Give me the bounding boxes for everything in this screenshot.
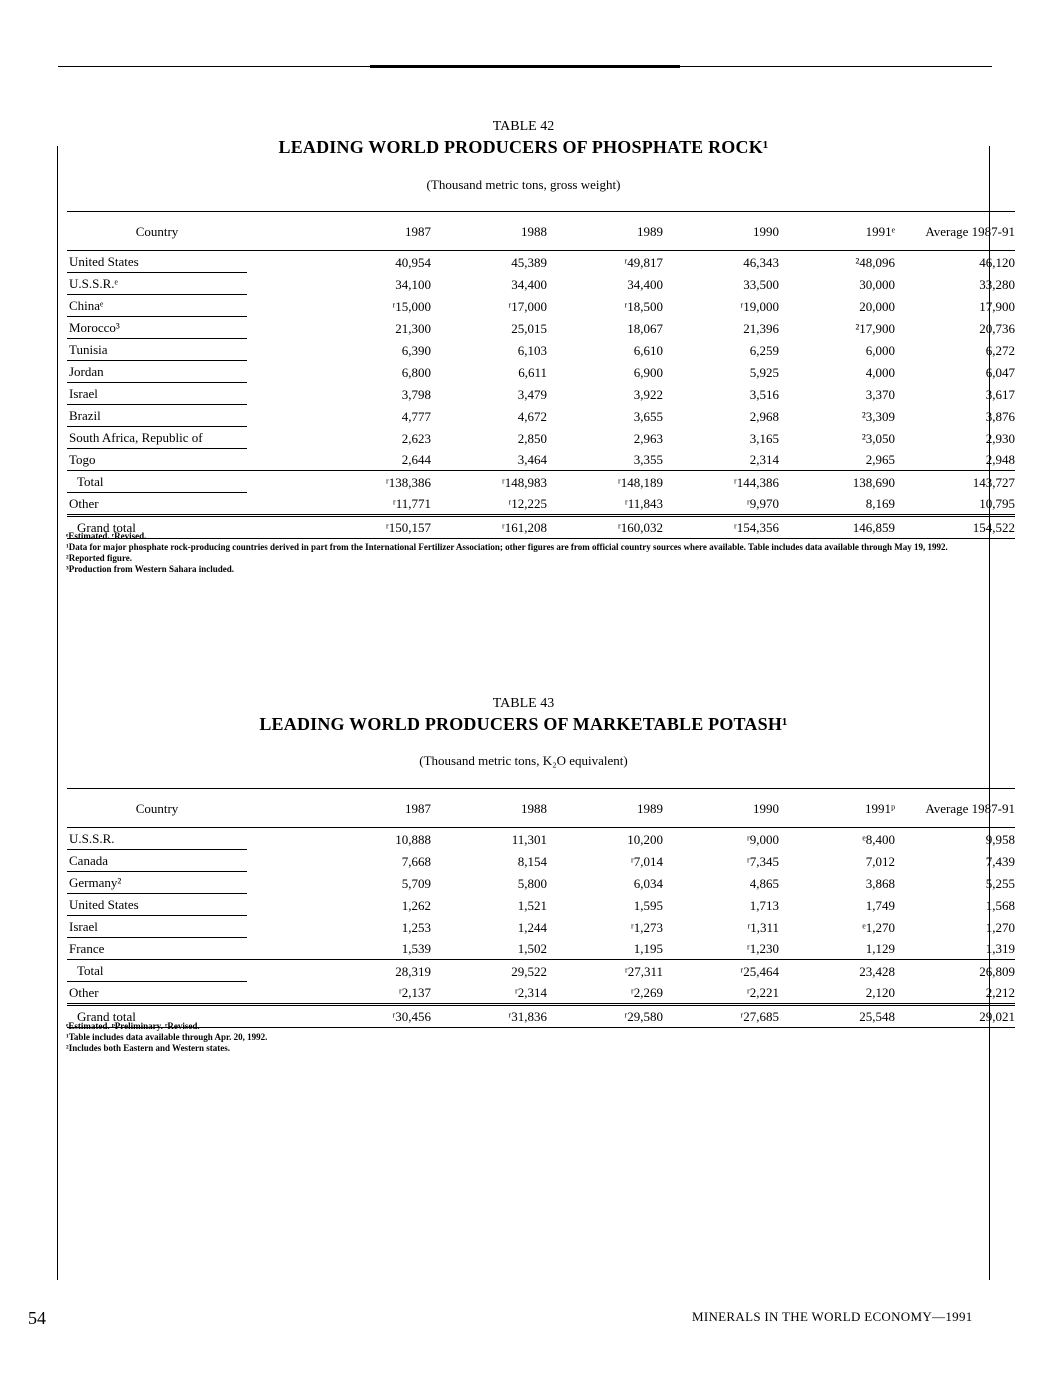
value-cell: 46,343 — [743, 254, 779, 270]
footnote: ¹Data for major phosphate rock-producing countries derived in part from the International Fertilizer Association; other figures are from official country sources where available. Table includes data available through May 19, 1992. — [66, 542, 948, 552]
value-cell: 4,672 — [517, 408, 547, 424]
value-cell: ʳ150,157 — [247, 516, 431, 539]
value-cell: 3,479 — [517, 386, 547, 402]
value-cell: 34,100 — [395, 276, 431, 292]
table-row — [67, 938, 1015, 960]
value-cell: 6,259 — [749, 342, 779, 358]
value-cell: ʳ1,230 — [663, 938, 779, 960]
row-label-cell: Other — [67, 982, 247, 1005]
value-cell: 1,253 — [401, 919, 431, 935]
header-1991: 1991ᵉ — [779, 212, 895, 251]
header-1990: 1990 — [663, 789, 779, 828]
value-cell: 34,400 — [511, 276, 547, 292]
value-cell: ²48,096 — [855, 254, 895, 270]
value-cell: 3,922 — [633, 386, 663, 402]
value-cell: ʳ19,000 — [740, 298, 779, 314]
value-cell: ʳ2,137 — [247, 982, 431, 1005]
value-cell: 26,809 — [979, 963, 1015, 979]
table-row — [67, 894, 1015, 916]
value-cell: 1,262 — [401, 897, 431, 913]
footnote: ³Production from Western Sahara included. — [66, 564, 234, 574]
header-1988: 1988 — [431, 212, 547, 251]
table-42-header-row — [67, 212, 1015, 251]
value-cell: ʳ1,311 — [747, 919, 779, 935]
other-row — [67, 982, 1015, 1005]
footnote: ²Includes both Eastern and Western states. — [66, 1043, 231, 1053]
row-label-cell: U.S.S.R. — [67, 828, 247, 850]
table-42-footnotes — [66, 531, 971, 575]
value-cell: ʳ15,000 — [392, 298, 431, 314]
header-1989: 1989 — [547, 789, 663, 828]
value-cell: 4,777 — [401, 408, 431, 424]
value-cell: 6,800 — [401, 364, 431, 380]
value-cell: 6,272 — [985, 342, 1015, 358]
table-row — [67, 872, 1015, 894]
page-number: 54 — [28, 1308, 46, 1328]
value-cell: 5,925 — [749, 364, 779, 380]
table-42-number: TABLE 42 — [492, 119, 555, 134]
value-cell: 33,500 — [743, 276, 779, 292]
value-cell: 1,568 — [985, 897, 1015, 913]
value-cell: 1,502 — [431, 938, 547, 960]
value-cell: 25,548 — [779, 1005, 895, 1028]
value-cell: ʳ17,000 — [508, 298, 547, 314]
value-cell: 154,522 — [895, 516, 1015, 539]
value-cell: 20,736 — [979, 320, 1015, 336]
value-cell: ʳ9,970 — [663, 493, 779, 516]
value-cell: 9,958 — [985, 831, 1015, 847]
row-label-cell: Togo — [67, 449, 247, 471]
value-cell: 6,047 — [985, 364, 1015, 380]
row-label-cell: Israel — [67, 916, 247, 938]
other-row — [67, 493, 1015, 516]
value-cell: 8,154 — [517, 853, 547, 869]
value-cell: 1,595 — [633, 897, 663, 913]
value-cell: 1,539 — [247, 938, 431, 960]
table-row — [67, 251, 1015, 273]
row-label-cell: U.S.S.R.ᵉ — [67, 273, 247, 295]
table-43-header-row — [67, 789, 1015, 828]
table-row — [67, 273, 1015, 295]
row-label-cell: Grand total — [67, 1005, 247, 1028]
value-cell: 2,968 — [749, 408, 779, 424]
value-cell: 10,795 — [895, 493, 1015, 516]
row-label-cell: United States — [67, 251, 247, 273]
row-label-cell: Jordan — [67, 361, 247, 383]
value-cell: 46,120 — [979, 254, 1015, 270]
value-cell: ʳ7,014 — [630, 853, 663, 869]
table-42 — [67, 211, 1015, 539]
value-cell: 20,000 — [859, 298, 895, 314]
value-cell: 11,301 — [511, 831, 547, 847]
value-cell: ʳ11,843 — [547, 493, 663, 516]
value-cell: 2,948 — [895, 449, 1015, 471]
value-cell: 5,709 — [401, 875, 431, 891]
row-label-cell: South Africa, Republic of — [67, 427, 247, 449]
value-cell: ʳ25,464 — [740, 963, 779, 979]
row-label-cell: Canada — [67, 850, 247, 872]
value-cell: 4,865 — [749, 875, 779, 891]
value-cell: 6,900 — [633, 364, 663, 380]
value-cell: 1,270 — [985, 919, 1015, 935]
row-label-cell: United States — [67, 894, 247, 916]
value-cell: 146,859 — [779, 516, 895, 539]
value-cell: 2,963 — [633, 430, 663, 446]
value-cell: 1,129 — [779, 938, 895, 960]
row-label-cell: Chinaᵉ — [67, 295, 247, 317]
value-cell: 17,900 — [979, 298, 1015, 314]
row-label-cell: Total — [67, 471, 247, 493]
value-cell: 7,439 — [985, 853, 1015, 869]
value-cell: 25,015 — [511, 320, 547, 336]
table-row — [67, 916, 1015, 938]
value-cell: 1,319 — [895, 938, 1015, 960]
row-label-cell: Germany² — [67, 872, 247, 894]
value-cell: 2,850 — [517, 430, 547, 446]
table-42-subtitle: (Thousand metric tons, gross weight) — [426, 177, 621, 192]
value-cell: 2,930 — [985, 430, 1015, 446]
header-country: Country — [67, 789, 247, 828]
value-cell: 2,212 — [895, 982, 1015, 1005]
value-cell: 6,610 — [633, 342, 663, 358]
value-cell: 21,300 — [395, 320, 431, 336]
value-cell: 143,727 — [972, 474, 1015, 490]
header-country: Country — [67, 212, 247, 251]
value-cell: 1,521 — [517, 897, 547, 913]
value-cell: ²3,050 — [861, 430, 895, 446]
value-cell: 3,370 — [865, 386, 895, 402]
table-43-subtitle: (Thousand metric tons, K₂O equivalent) — [419, 753, 628, 768]
value-cell: ʳ2,269 — [547, 982, 663, 1005]
value-cell: 3,464 — [431, 449, 547, 471]
header-1987: 1987 — [247, 212, 431, 251]
value-cell: ʳ154,356 — [663, 516, 779, 539]
value-cell: 34,400 — [627, 276, 663, 292]
value-cell: 21,396 — [743, 320, 779, 336]
value-cell: 5,800 — [517, 875, 547, 891]
value-cell: 30,000 — [859, 276, 895, 292]
table-row — [67, 361, 1015, 383]
value-cell: ᵉ8,400 — [862, 831, 895, 847]
value-cell: ʳ12,225 — [431, 493, 547, 516]
value-cell: 3,876 — [985, 408, 1015, 424]
value-cell: 3,655 — [633, 408, 663, 424]
value-cell: 1,749 — [865, 897, 895, 913]
value-cell: ᵉ1,270 — [862, 919, 895, 935]
value-cell: ²3,309 — [861, 408, 895, 424]
value-cell: 6,611 — [518, 364, 547, 380]
value-cell: ʳ9,000 — [746, 831, 779, 847]
value-cell: ʳ2,221 — [663, 982, 779, 1005]
value-cell: ʳ27,311 — [624, 963, 663, 979]
value-cell: 10,200 — [627, 831, 663, 847]
row-label-cell: Other — [67, 493, 247, 516]
value-cell: 33,280 — [979, 276, 1015, 292]
footnote: ᵉEstimated. ʳRevised. — [66, 531, 147, 541]
header-average: Average 1987-91 — [895, 789, 1015, 828]
value-cell: 6,000 — [865, 342, 895, 358]
footnote: ²Reported figure. — [66, 553, 133, 563]
header-1989: 1989 — [547, 212, 663, 251]
value-cell: 10,888 — [395, 831, 431, 847]
value-cell: ʳ11,771 — [247, 493, 431, 516]
value-cell: 29,522 — [511, 963, 547, 979]
top-rule-accent — [370, 65, 680, 68]
value-cell: 2,644 — [247, 449, 431, 471]
value-cell: 2,965 — [779, 449, 895, 471]
value-cell: ʳ1,273 — [630, 919, 663, 935]
value-cell: 2,120 — [779, 982, 895, 1005]
value-cell: 6,103 — [517, 342, 547, 358]
value-cell: ʳ27,685 — [663, 1005, 779, 1028]
table-row — [67, 850, 1015, 872]
row-label-cell: Total — [67, 960, 247, 982]
value-cell: 1,244 — [517, 919, 547, 935]
table-row — [67, 427, 1015, 449]
value-cell: 138,690 — [852, 474, 895, 490]
value-cell: 2,623 — [401, 430, 431, 446]
value-cell: 23,428 — [859, 963, 895, 979]
value-cell: 4,000 — [865, 364, 895, 380]
value-cell: 29,021 — [895, 1005, 1015, 1028]
value-cell: 6,034 — [633, 875, 663, 891]
value-cell: 40,954 — [395, 254, 431, 270]
table-43-title: LEADING WORLD PRODUCERS OF MARKETABLE POTASH¹ — [259, 714, 788, 734]
table-row — [67, 339, 1015, 361]
header-1988: 1988 — [431, 789, 547, 828]
row-label-cell: Tunisia — [67, 339, 247, 361]
value-cell: 3,617 — [985, 386, 1015, 402]
table-row — [67, 295, 1015, 317]
value-cell: 45,389 — [511, 254, 547, 270]
row-label-cell: Israel — [67, 383, 247, 405]
value-cell: ʳ148,983 — [501, 474, 547, 490]
value-cell: ʳ7,345 — [746, 853, 779, 869]
value-cell: ʳ30,456 — [247, 1005, 431, 1028]
value-cell: 7,012 — [865, 853, 895, 869]
value-cell: 5,255 — [985, 875, 1015, 891]
value-cell: 28,319 — [395, 963, 431, 979]
table-row — [67, 383, 1015, 405]
footnote: ᵉEstimated. ᵖPreliminary. ʳRevised. — [66, 1021, 200, 1031]
value-cell: 3,868 — [865, 875, 895, 891]
header-1990: 1990 — [663, 212, 779, 251]
table-row — [67, 828, 1015, 850]
row-label-cell: Morocco³ — [67, 317, 247, 339]
value-cell: 3,798 — [401, 386, 431, 402]
value-cell: ʳ161,208 — [431, 516, 547, 539]
left-frame-line — [57, 146, 58, 1280]
header-1987: 1987 — [247, 789, 431, 828]
value-cell: ʳ148,189 — [617, 474, 663, 490]
footnote: ¹Table includes data available through Apr. 20, 1992. — [66, 1032, 268, 1042]
value-cell: 3,165 — [749, 430, 779, 446]
row-label-cell: Brazil — [67, 405, 247, 427]
total-row — [67, 960, 1015, 982]
table-43-footnotes — [66, 1021, 971, 1054]
table-42-title: LEADING WORLD PRODUCERS OF PHOSPHATE ROCK¹ — [278, 137, 769, 157]
value-cell: 3,355 — [547, 449, 663, 471]
value-cell: 6,390 — [401, 342, 431, 358]
table-row — [67, 317, 1015, 339]
value-cell: ʳ160,032 — [547, 516, 663, 539]
value-cell: ʳ144,386 — [733, 474, 779, 490]
table-row — [67, 449, 1015, 471]
value-cell: ʳ29,580 — [547, 1005, 663, 1028]
value-cell: 1,713 — [749, 897, 779, 913]
header-1991: 1991ᵖ — [779, 789, 895, 828]
value-cell: 7,668 — [401, 853, 431, 869]
table-43 — [67, 788, 1015, 1028]
value-cell: 2,314 — [663, 449, 779, 471]
value-cell: 3,516 — [749, 386, 779, 402]
value-cell: 18,067 — [627, 320, 663, 336]
value-cell: 1,195 — [547, 938, 663, 960]
value-cell: ²17,900 — [855, 320, 895, 336]
value-cell: 8,169 — [779, 493, 895, 516]
value-cell: ʳ2,314 — [431, 982, 547, 1005]
row-label-cell: Grand total — [67, 516, 247, 539]
publication-footer: MINERALS IN THE WORLD ECONOMY—1991 — [692, 1309, 973, 1324]
table-row — [67, 405, 1015, 427]
value-cell: ʳ31,836 — [431, 1005, 547, 1028]
value-cell: ʳ49,817 — [624, 254, 663, 270]
value-cell: ʳ18,500 — [624, 298, 663, 314]
header-average: Average 1987-91 — [895, 212, 1015, 251]
value-cell: ʳ138,386 — [385, 474, 431, 490]
table-43-number: TABLE 43 — [492, 696, 555, 711]
total-row — [67, 471, 1015, 493]
row-label-cell: France — [67, 938, 247, 960]
